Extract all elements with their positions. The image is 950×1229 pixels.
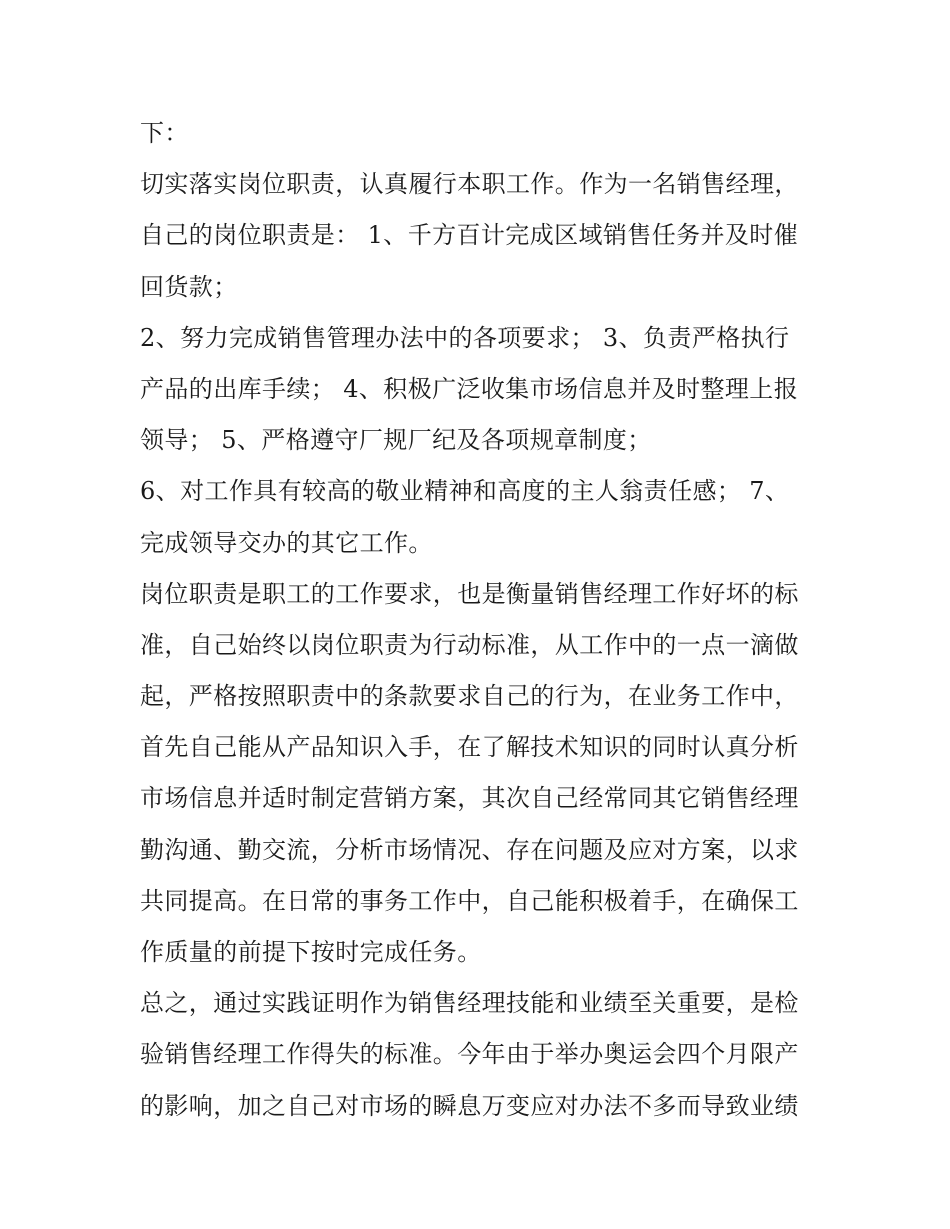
- text-line: 总之，通过实践证明作为销售经理技能和业绩至关重要，是检: [140, 989, 799, 1018]
- text-line: 验销售经理工作得失的标准。今年由于举办奥运会四个月限产: [140, 1040, 799, 1069]
- text-line: 作质量的前提下按时完成任务。: [140, 938, 482, 966]
- text-line: 产品的出库手续； 4、积极广泛收集市场信息并及时整理上报: [140, 374, 799, 403]
- text-line: 领导； 5、严格遵守厂规厂纪及各项规章制度；: [140, 426, 652, 455]
- document-body: [140, 108, 820, 1132]
- text-line: 市场信息并适时制定营销方案，其次自己经常同其它销售经理: [140, 784, 799, 813]
- text-line: 6、对工作具有较高的敬业精神和高度的主人翁责任感； 7、: [140, 477, 790, 506]
- text-line: 的影响，加之自己对市场的瞬息万变应对办法不多而导致业绩: [140, 1091, 799, 1120]
- text-line: 共同提高。在日常的事务工作中，自己能积极着手，在确保工: [140, 886, 799, 915]
- text-line: 首先自己能从产品知识入手，在了解技术知识的同时认真分析: [140, 733, 799, 762]
- text-line: 自己的岗位职责是： 1、千方百计完成区域销售任务并及时催: [140, 221, 799, 250]
- text-line: 起，严格按照职责中的条款要求自己的行为，在业务工作中，: [140, 682, 799, 711]
- text-line: 回货款；: [140, 272, 238, 301]
- text-line: 准，自己始终以岗位职责为行动标准，从工作中的一点一滴做: [140, 630, 799, 659]
- text-line: 勤沟通、勤交流，分析市场情况、存在问题及应对方案，以求: [140, 835, 799, 864]
- text-line: 2、努力完成销售管理办法中的各项要求； 3、负责严格执行: [140, 323, 790, 352]
- text-line: 下：: [140, 119, 189, 147]
- text-line: 切实落实岗位职责，认真履行本职工作。作为一名销售经理，: [140, 170, 799, 199]
- text-line: 完成领导交办的其它工作。: [140, 528, 433, 557]
- text-line: 岗位职责是职工的工作要求，也是衡量销售经理工作好坏的标: [140, 579, 799, 608]
